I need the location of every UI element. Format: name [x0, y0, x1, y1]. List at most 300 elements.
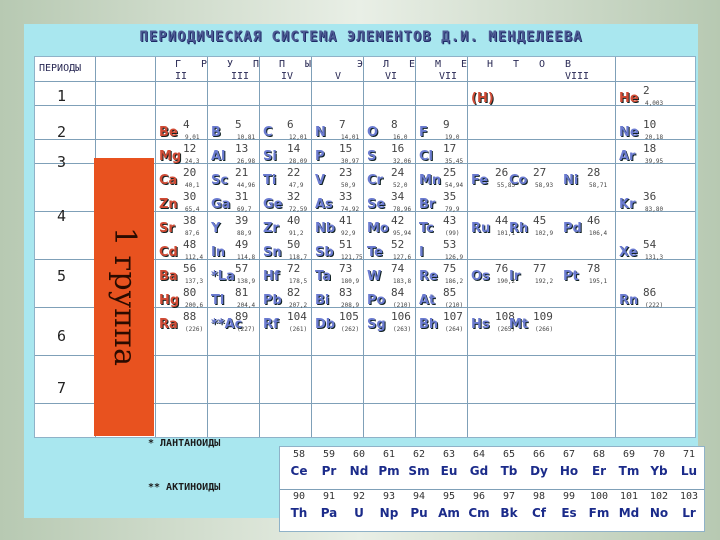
atomic-number: 31 — [235, 190, 249, 203]
atomic-number: 51 — [339, 238, 353, 251]
atomic-mass: 19,0 — [445, 134, 460, 141]
element-symbol: **Ac — [211, 317, 243, 332]
element-symbol: Db — [315, 317, 336, 332]
atomic-number: 92 — [352, 491, 366, 502]
atomic-number: 106 — [391, 310, 411, 323]
element-symbol: Pb — [263, 293, 282, 308]
atomic-number: 103 — [679, 491, 699, 502]
atomic-number: 10 — [643, 118, 657, 131]
atomic-mass: 126,9 — [445, 254, 464, 261]
element-symbol: Eu — [440, 464, 458, 478]
atomic-number: 22 — [287, 166, 301, 179]
lanthanides-label: * ЛАНТАНОИДЫ — [148, 438, 221, 449]
atomic-number: 105 — [339, 310, 359, 323]
element-symbol: Tl — [211, 293, 225, 308]
period-number: 4 — [57, 207, 67, 225]
atomic-mass: 35,45 — [445, 158, 464, 165]
element-symbol: Mg — [159, 149, 182, 164]
period-number: 7 — [57, 379, 67, 397]
atomic-number: 109 — [533, 310, 553, 323]
atomic-mass: 91,2 — [289, 230, 304, 237]
grid-v-line — [259, 57, 260, 437]
element-symbol: P — [315, 149, 325, 164]
atomic-mass: 4,003 — [645, 100, 664, 107]
element-symbol: Te — [367, 245, 383, 260]
element-symbol: Po — [367, 293, 386, 308]
element-symbol: Pr — [321, 464, 337, 478]
atomic-mass: 28,09 — [289, 158, 308, 165]
atomic-number: 86 — [643, 286, 657, 299]
atomic-mass: 92,9 — [341, 230, 356, 237]
atomic-number: 36 — [643, 190, 657, 203]
atomic-number: 16 — [391, 142, 405, 155]
element-symbol: Rf — [263, 317, 279, 332]
atomic-number: 73 — [339, 262, 353, 275]
actinide-cell — [344, 489, 374, 531]
element-symbol: Kr — [619, 197, 636, 212]
atomic-mass: (210) — [393, 302, 412, 309]
element-symbol: Zn — [159, 197, 178, 212]
f-block-table — [279, 446, 705, 532]
atomic-number: 62 — [412, 449, 426, 460]
atomic-number: 90 — [292, 491, 306, 502]
atomic-number: 88 — [183, 310, 197, 323]
element-symbol: Pt — [563, 269, 579, 284]
atomic-number: 17 — [443, 142, 457, 155]
element-symbol: Ta — [315, 269, 331, 284]
period-number: 1 — [57, 87, 67, 105]
element-symbol: Pa — [320, 506, 338, 520]
group-number: II — [175, 71, 188, 82]
atomic-number: 6 — [287, 118, 294, 131]
element-symbol: Ru — [471, 221, 491, 236]
grid-v-line — [415, 57, 416, 437]
lanthanide-cell — [404, 447, 434, 489]
atomic-mass: (99) — [445, 230, 460, 237]
group-header-letter: Т — [513, 59, 520, 70]
group-header-letter: Г — [175, 59, 182, 70]
element-symbol: Ir — [509, 269, 521, 284]
atomic-mass: 102,9 — [535, 230, 554, 237]
element-symbol: Nb — [315, 221, 336, 236]
atomic-number: 41 — [339, 214, 353, 227]
atomic-number: 9 — [443, 118, 450, 131]
atomic-mass: (262) — [341, 326, 360, 333]
atomic-mass: 24,3 — [185, 158, 200, 165]
atomic-number: 71 — [682, 449, 696, 460]
atomic-number: 38 — [183, 214, 197, 227]
atomic-number: 63 — [442, 449, 456, 460]
atomic-number: 12 — [183, 142, 197, 155]
element-symbol: Tc — [419, 221, 434, 236]
atomic-mass: 200,6 — [185, 302, 204, 309]
atomic-number: 60 — [352, 449, 366, 460]
atomic-number: 34 — [391, 190, 405, 203]
atomic-number: 21 — [235, 166, 249, 179]
atomic-number: 23 — [339, 166, 353, 179]
lanthanide-cell — [434, 447, 464, 489]
atomic-number: 70 — [652, 449, 666, 460]
atomic-number: 98 — [532, 491, 546, 502]
element-symbol: Nd — [349, 464, 369, 478]
atomic-number: 20 — [183, 166, 197, 179]
element-symbol: Fe — [471, 173, 489, 188]
grid-v-line — [155, 57, 156, 437]
atomic-mass: 69,7 — [237, 206, 252, 213]
group-header-letter: Ы — [305, 59, 312, 70]
lanthanide-cell — [464, 447, 494, 489]
element-symbol: Cm — [468, 506, 490, 520]
atomic-number: 102 — [649, 491, 669, 502]
element-symbol: Lu — [680, 464, 698, 478]
atomic-number: 77 — [533, 262, 547, 275]
actinide-cell — [554, 489, 584, 531]
atomic-mass: 131,3 — [645, 254, 664, 261]
group-number: VIII — [565, 71, 590, 82]
group-number: IV — [281, 71, 294, 82]
element-symbol: Pm — [378, 464, 400, 478]
atomic-mass: 95,94 — [393, 230, 412, 237]
element-symbol: Hg — [159, 293, 180, 308]
element-symbol: Rn — [619, 293, 639, 308]
element-symbol: Am — [438, 506, 460, 520]
element-symbol: Be — [159, 125, 178, 140]
atomic-number: 101 — [619, 491, 639, 502]
group-number: III — [231, 71, 250, 82]
element-symbol: Ca — [159, 173, 178, 188]
atomic-mass: (265) — [497, 326, 516, 333]
atomic-mass: 40,1 — [185, 182, 200, 189]
element-symbol: Ra — [159, 317, 178, 332]
atomic-number: 72 — [287, 262, 301, 275]
atomic-mass: 52,0 — [393, 182, 408, 189]
atomic-number: 27 — [533, 166, 547, 179]
atomic-mass: (210) — [445, 302, 464, 309]
element-symbol: Ho — [559, 464, 579, 478]
grid-h-line — [35, 139, 695, 140]
atomic-mass: 183,8 — [393, 278, 412, 285]
element-symbol: Sn — [263, 245, 282, 260]
atomic-mass: 30,97 — [341, 158, 360, 165]
period-number: 2 — [57, 123, 67, 141]
actinide-cell — [584, 489, 614, 531]
element-symbol: Cl — [419, 149, 433, 164]
element-symbol: W — [367, 269, 382, 284]
atomic-number: 80 — [183, 286, 197, 299]
actinide-cell — [614, 489, 644, 531]
element-symbol: Ce — [290, 464, 308, 478]
atomic-mass: 32,06 — [393, 158, 412, 165]
atomic-number: 40 — [287, 214, 301, 227]
atomic-mass: 58,71 — [589, 182, 608, 189]
periods-header: ПЕРИОДЫ — [39, 63, 82, 74]
actinide-cell — [284, 489, 314, 531]
lanthanide-cell — [314, 447, 344, 489]
group-number: VI — [385, 71, 398, 82]
atomic-mass: 26,98 — [237, 158, 256, 165]
atomic-number: 78 — [587, 262, 601, 275]
group-header-letter: Н — [487, 59, 494, 70]
atomic-number: 5 — [235, 118, 242, 131]
period-number: 6 — [57, 327, 67, 345]
atomic-number: 64 — [472, 449, 486, 460]
element-symbol: Mo — [367, 221, 389, 236]
atomic-number: 24 — [391, 166, 405, 179]
element-symbol: No — [649, 506, 669, 520]
atomic-mass: 20,18 — [645, 134, 664, 141]
atomic-number: 57 — [235, 262, 249, 275]
f-block-separator — [280, 489, 704, 490]
element-symbol: In — [211, 245, 226, 260]
element-symbol: Hf — [263, 269, 280, 284]
group-header-letter: Л — [383, 59, 390, 70]
element-symbol: F — [419, 125, 428, 140]
atomic-mass: (222) — [645, 302, 664, 309]
atomic-number: 49 — [235, 238, 249, 251]
grid-h-line — [35, 105, 695, 106]
atomic-number: 91 — [322, 491, 336, 502]
atomic-mass: 106,4 — [589, 230, 608, 237]
lanthanide-cell — [344, 447, 374, 489]
atomic-mass: 12,01 — [289, 134, 308, 141]
group-header-letter: Э — [357, 59, 364, 70]
lanthanide-cell — [284, 447, 314, 489]
element-symbol: Ba — [159, 269, 178, 284]
atomic-number: 93 — [382, 491, 396, 502]
group-header-letter: Е — [409, 59, 416, 70]
element-symbol: Th — [290, 506, 308, 520]
atomic-number: 100 — [589, 491, 609, 502]
atomic-mass: 14,01 — [341, 134, 360, 141]
atomic-number: 53 — [443, 238, 457, 251]
actinide-cell — [314, 489, 344, 531]
element-symbol: Ga — [211, 197, 231, 212]
atomic-number: 96 — [472, 491, 486, 502]
element-symbol: Tm — [618, 464, 640, 478]
atomic-mass: 178,5 — [289, 278, 308, 285]
atomic-mass: 101,1 — [497, 230, 516, 237]
grid-v-line — [311, 57, 312, 437]
element-symbol: N — [315, 125, 326, 140]
atomic-mass: 74,92 — [341, 206, 360, 213]
element-symbol: Sb — [315, 245, 334, 260]
element-symbol: Yb — [650, 464, 668, 478]
actinide-cell — [374, 489, 404, 531]
atomic-number: 15 — [339, 142, 353, 155]
atomic-number: 54 — [643, 238, 657, 251]
actinide-cell — [524, 489, 554, 531]
atomic-mass: 9,01 — [185, 134, 200, 141]
grid-v-line — [467, 57, 468, 437]
element-symbol: At — [419, 293, 436, 308]
group-header-letter: О — [539, 59, 546, 70]
atomic-mass: (263) — [393, 326, 412, 333]
atomic-mass: 204,4 — [237, 302, 256, 309]
element-symbol: Os — [471, 269, 490, 284]
atomic-number: 50 — [287, 238, 301, 251]
atomic-number: 83 — [339, 286, 353, 299]
atomic-mass: 54,94 — [445, 182, 464, 189]
element-symbol: Sm — [408, 464, 430, 478]
atomic-mass: (226) — [185, 326, 204, 333]
atomic-number: 52 — [391, 238, 405, 251]
atomic-number: 99 — [562, 491, 576, 502]
element-symbol: Ni — [563, 173, 579, 188]
group-header-letter: В — [565, 59, 572, 70]
element-symbol: Co — [509, 173, 528, 188]
atomic-mass: 114,8 — [237, 254, 256, 261]
lanthanide-cell — [644, 447, 674, 489]
group-header-letter: М — [435, 59, 442, 70]
atomic-number: 108 — [495, 310, 515, 323]
lanthanide-cell — [524, 447, 554, 489]
atomic-number: 58 — [292, 449, 306, 460]
element-symbol: C — [263, 125, 273, 140]
atomic-number: 8 — [391, 118, 398, 131]
atomic-mass: 112,4 — [185, 254, 204, 261]
atomic-mass: 39,95 — [645, 158, 664, 165]
atomic-number: 65 — [502, 449, 516, 460]
element-symbol: Es — [561, 506, 577, 520]
periodic-table-board — [24, 24, 698, 518]
atomic-number: 74 — [391, 262, 405, 275]
element-symbol: Cf — [531, 506, 547, 520]
element-symbol: Bk — [500, 506, 518, 520]
element-symbol: Cr — [367, 173, 383, 188]
period-number: 3 — [57, 153, 67, 171]
atomic-mass: 47,9 — [289, 182, 304, 189]
atomic-number: 7 — [339, 118, 346, 131]
atomic-number: 56 — [183, 262, 197, 275]
atomic-mass: 16,0 — [393, 134, 408, 141]
group-header-letter: Е — [461, 59, 468, 70]
actinide-cell — [404, 489, 434, 531]
atomic-number: 85 — [443, 286, 457, 299]
group-number: V — [335, 71, 342, 82]
atomic-number: 32 — [287, 190, 301, 203]
atomic-mass: 192,2 — [535, 278, 554, 285]
element-symbol: Np — [379, 506, 399, 520]
group-header-letter: П — [253, 59, 260, 70]
atomic-mass: (264) — [445, 326, 464, 333]
atomic-number: 44 — [495, 214, 509, 227]
group-header-letter: У — [227, 59, 234, 70]
atomic-number: 28 — [587, 166, 601, 179]
element-symbol: Sc — [211, 173, 229, 188]
element-symbol: Fm — [588, 506, 610, 520]
element-symbol: *La — [211, 269, 235, 284]
atomic-mass: 137,3 — [185, 278, 204, 285]
element-symbol: Rh — [509, 221, 529, 236]
actinide-cell — [464, 489, 494, 531]
atomic-mass: 207,2 — [289, 302, 308, 309]
actinide-cell — [644, 489, 674, 531]
grid-v-line — [363, 57, 364, 437]
atomic-mass: 87,6 — [185, 230, 200, 237]
atomic-number: 26 — [495, 166, 509, 179]
atomic-mass: 88,9 — [237, 230, 252, 237]
atomic-number: 46 — [587, 214, 601, 227]
atomic-mass: 208,9 — [341, 302, 360, 309]
element-symbol: Cd — [159, 245, 178, 260]
element-symbol: Pu — [410, 506, 428, 520]
element-symbol: Dy — [530, 464, 548, 478]
element-symbol: Md — [618, 506, 640, 520]
atomic-mass: (261) — [289, 326, 308, 333]
atomic-number: 14 — [287, 142, 301, 155]
element-symbol: Sg — [367, 317, 386, 332]
element-symbol: Ar — [619, 149, 636, 164]
grid-v-line — [207, 57, 208, 437]
atomic-number: 68 — [592, 449, 606, 460]
element-symbol: O — [367, 125, 379, 140]
element-symbol: Se — [367, 197, 386, 212]
atomic-mass: 83,80 — [645, 206, 664, 213]
atomic-number: 94 — [412, 491, 426, 502]
element-symbol: Mt — [509, 317, 529, 332]
group-header-letter: Р — [201, 59, 208, 70]
atomic-mass: (227) — [237, 326, 256, 333]
atomic-mass: 58,93 — [535, 182, 554, 189]
atomic-number: 48 — [183, 238, 197, 251]
element-symbol: Bi — [315, 293, 330, 308]
element-symbol: Bh — [419, 317, 439, 332]
element-symbol: Ne — [619, 125, 639, 140]
atomic-mass: 190,2 — [497, 278, 516, 285]
atomic-number: 82 — [287, 286, 301, 299]
atomic-number: 35 — [443, 190, 457, 203]
element-symbol: Tb — [500, 464, 518, 478]
element-symbol: Gd — [469, 464, 489, 478]
atomic-mass: 195,1 — [589, 278, 608, 285]
element-symbol: V — [315, 173, 326, 188]
element-symbol: Pd — [563, 221, 582, 236]
group-header-letter: П — [279, 59, 286, 70]
atomic-mass: 65,4 — [185, 206, 200, 213]
element-symbol: Er — [591, 464, 607, 478]
atomic-number: 18 — [643, 142, 657, 155]
element-symbol: Ge — [263, 197, 283, 212]
atomic-mass: 138,9 — [237, 278, 256, 285]
atomic-number: 75 — [443, 262, 457, 275]
lanthanide-cell — [494, 447, 524, 489]
atomic-number: 81 — [235, 286, 249, 299]
element-symbol: S — [367, 149, 377, 164]
atomic-number: 67 — [562, 449, 576, 460]
element-symbol: Mn — [419, 173, 442, 188]
group-1-label: 1 группа — [107, 227, 142, 367]
element-symbol: Xe — [619, 245, 638, 260]
atomic-number: 97 — [502, 491, 516, 502]
actinide-cell — [434, 489, 464, 531]
atomic-number: 39 — [235, 214, 249, 227]
element-symbol: He — [619, 91, 639, 106]
actinides-label: ** АКТИНОИДЫ — [148, 482, 221, 493]
group-number: VII — [439, 71, 458, 82]
lanthanide-cell — [374, 447, 404, 489]
element-symbol: I — [419, 245, 424, 260]
grid-h-line — [35, 81, 695, 82]
atomic-number: 104 — [287, 310, 307, 323]
lanthanide-cell — [554, 447, 584, 489]
element-symbol: Al — [211, 149, 226, 164]
element-symbol: U — [354, 506, 364, 520]
element-symbol: B — [211, 125, 221, 140]
element-symbol: (H) — [471, 91, 494, 106]
atomic-number: 25 — [443, 166, 457, 179]
element-symbol: Y — [211, 221, 221, 236]
element-symbol: Re — [419, 269, 438, 284]
